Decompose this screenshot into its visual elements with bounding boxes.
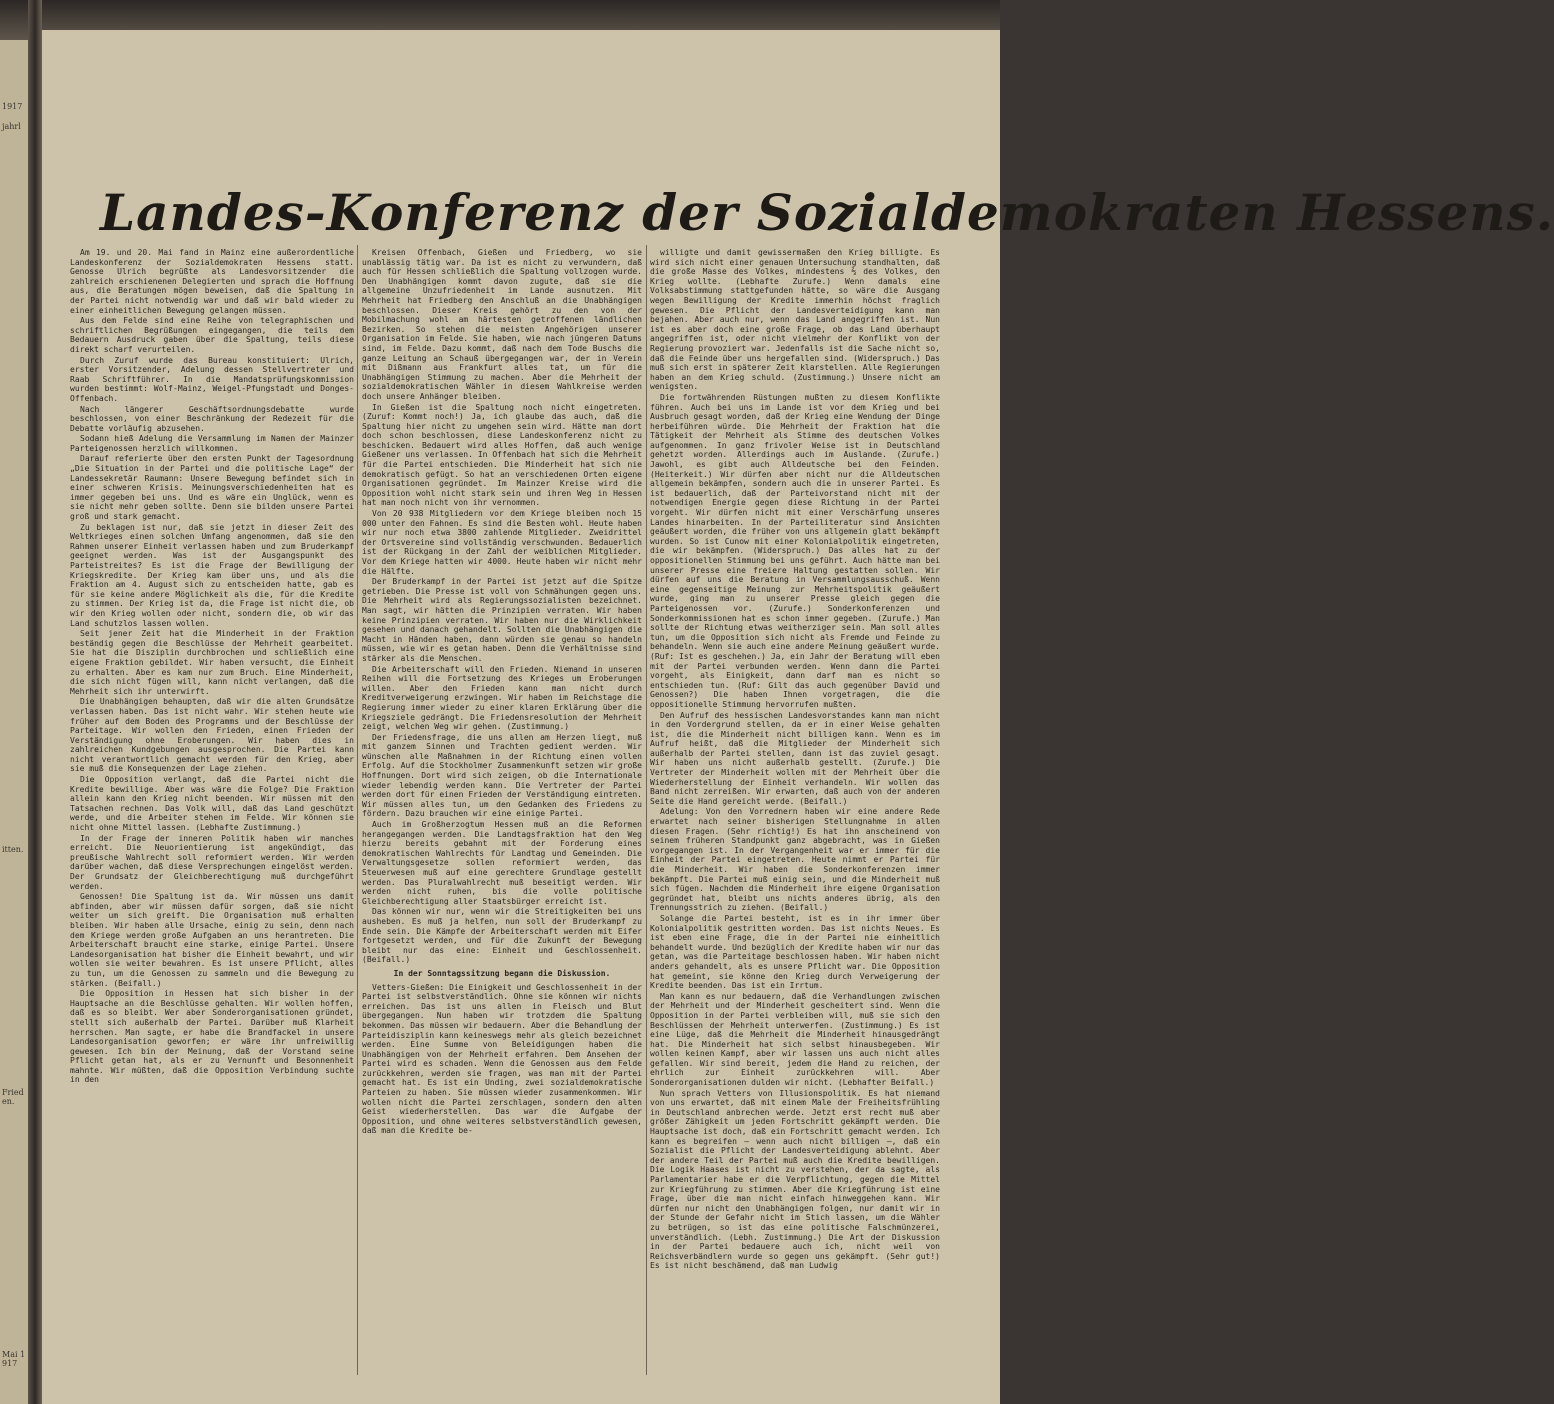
article-paragraph: In der Sonntagssitzung begann die Diskussion. <box>393 968 611 978</box>
article-paragraph: Die Unabhängigen behaupten, daß wir die alten Grundsätze verlassen haben. Das ist nicht wahr. Wir stehen heute wie früher auf dem Boden des Programms und der Beschlüsse der Parteitage. Wir wollen den Frieden, einen Frieden der Verständigung ohne Eroberungen. Wir haben dies in zahlreichen Kundgebungen ausgesprochen. Die Partei kann nicht verantwortlich gemacht werden für den Krieg, aber sie muß die Konsequenzen der Lage ziehen. <box>70 697 354 774</box>
article-column-1 <box>70 248 354 1373</box>
article-paragraph: Sodann hieß Adelung die Versammlung im Namen der Mainzer Parteigenossen herzlich willkommen. <box>70 434 354 453</box>
column-rule <box>357 245 358 1375</box>
article-paragraph: Aus dem Felde sind eine Reihe von telegraphischen und schriftlichen Begrüßungen eingegangen, die teils dem Bedauern Ausdruck gaben über die Spaltung, teils diese direkt scharf verurteilen. <box>70 316 354 354</box>
book-binding <box>28 0 42 1404</box>
article-paragraph: In Gießen ist die Spaltung noch nicht eingetreten. (Zuruf: Kommt noch!) Ja, ich glaube das auch, daß die Spaltung hier nicht zu umgehen sein wird. Hätte man dort doch schon beschlossen, diese Landeskonferenz nicht zu beschicken. Bedauert wird alles Hoffen, daß auch wenige Gießener uns verlassen. In Offenbach hat sich die Mehrheit für die Partei entschieden. Die Minderheit hat sich nie demokratisch gefügt. So hat an verschiedenen Orten eigene Organisationen gegründet. Im Mainzer Kreise wird die Opposition wohl nicht stark sein und ihren Weg in Hessen hat man noch nicht von ihr vernommen. <box>362 402 642 508</box>
article-paragraph: Solange die Partei besteht, ist es in ihr immer über Kolonialpolitik gestritten worden. Das ist nichts Neues. Es ist eben eine Frage, die in der Partei nie einheitlich behandelt wurde. Und bezüglich der Kredite haben wir nur das getan, was die Parteitage beschlossen haben. Wir haben nicht anders gehandelt, als es unsere Pflicht war. Die Opposition hat gemeint, sie könne den Krieg durch Verweigerung der Kredite beenden. Das ist ein Irrtum. <box>650 913 940 991</box>
article-paragraph: Auch im Großherzogtum Hessen muß an die Reformen herangegangen werden. Die Landtagsfraktion hat den Weg hierzu bereits gebahnt mit der Forderung eines demokratischen Wahlrechts für Landtag und Gemeinden. Die Verwaltungsgesetze sollen reformiert werden, das Steuerwesen muß auf eine gerechtere Grundlage gestellt werden. Das Pluralwahlrecht muß beseitigt werden. Wir werden nicht ruhen, bis die volle politische Gleichberechtigung aller Staatsbürger erreicht ist. <box>362 820 642 906</box>
article-paragraph: Seit jener Zeit hat die Minderheit in der Fraktion beständig gegen die Beschlüsse der Mehrheit gearbeitet. Sie hat die Disziplin durchbrochen und schließlich eine eigene Fraktion gebildet. Wir haben versucht, die Einheit zu erhalten. Aber es kam nur zum Bruch. Eine Minderheit, die sich nicht fügen will, kann nicht verlangen, daß die Mehrheit sich ihr unterwirft. <box>70 629 354 696</box>
article-paragraph: Den Aufruf des hessischen Landesvorstandes kann man nicht in den Vordergrund stellen, da er in einer Weise gehalten ist, die die Minderheit nicht billigen kann. Wenn es im Aufruf heißt, daß die Mitglieder der Minderheit sich außerhalb der Partei stellen, dann ist das zuviel gesagt. Wir haben uns nicht außerhalb gestellt. (Zurufe.) Die Vertreter der Minderheit wollen mit der Mehrheit über die Wiederherstellung der Einheit verhandeln. Wir wollen das Band nicht zerreißen. Wir erwarten, daß auch von der anderen Seite die Hand gereicht werde. (Beifall.) <box>650 710 940 806</box>
article-paragraph: Vetters-Gießen: Die Einigkeit und Geschlossenheit in der Partei ist selbstverständlich. Ohne sie können wir nichts erreichen. Das ist uns allen in Fleisch und Blut übergegangen. Nun haben wir trotzdem die Spaltung bekommen. Das müssen wir bedauern. Aber die Behandlung der Parteidisziplin kann keineswegs mehr als gleich bezeichnet werden. Eine Summe von Beleidigungen haben die Unabhängigen von der Mehrheit erfahren. Dem Ansehen der Partei wird es schaden. Wenn die Genossen aus dem Felde zurückkehren, werden sie fragen, was man mit der Partei gemacht hat. Es ist ein Unding, zwei sozialdemokratische Parteien zu haben. Sie müssen wieder zusammenkommen. Wir wollen nicht die Partei zerschlagen, sondern den alten Geist wiederherstellen. Das war die Aufgabe der Opposition, und ohne weiteres selbstverständlich gewesen, daß man die Kredite be- <box>362 982 642 1136</box>
article-paragraph: Das können wir nur, wenn wir die Streitigkeiten bei uns ausheben. Es muß ja helfen, nun soll der Bruderkampf zu Ende sein. Die Kämpfe der Arbeiterschaft werden mit Eifer fortgesetzt werden, und für die Zukunft der Bewegung bleibt nur das eine: Einheit und Geschlossenheit. (Beifall.) <box>362 907 642 965</box>
left-page-fragment: Mai 1917 <box>2 1350 26 1368</box>
article-paragraph: willigte und damit gewissermaßen den Krieg billigte. Es wird sich nicht einer genauen Untersuchung standhalten, daß die große Masse des Volkes, mindestens ⅔ des Volkes, den Krieg wollte. (Lebhafte Zurufe.) Wenn damals eine Volksabstimmung stattgefunden hätte, so wäre die Ausgang wegen Bewilligung der Kredite immerhin höchst fraglich gewesen. Die Pflicht der Landesverteidigung kann man bejahen. Aber auch nur, wenn das Land angegriffen ist. Nun ist es aber doch eine große Frage, ob das Land überhaupt angegriffen ist, oder nicht vielmehr der Konflikt von der Regierung provoziert war. Jedenfalls ist die Sache nicht so, daß die Feinde über uns hergefallen sind. (Widerspruch.) Das muß sich erst in späterer Zeit klarstellen. Alle Regierungen haben an dem Krieg schuld. (Zustimmung.) Unsere nicht am wenigsten. <box>650 248 940 392</box>
article-paragraph: Adelung: Von den Vorrednern haben wir eine andere Rede erwartet nach seiner bisherigen Stellungnahme in allen diesen Fragen. (Sehr richtig!) Es hat ihn anscheinend von seinem früheren Standpunkt ganz abgebracht, was in Gießen vorgegangen ist. In der Vergangenheit war er immer für die Einheit der Partei eingetreten. Heute nimmt er Partei für die Minderheit. Wir haben die Sonderkonferenzen immer bekämpft. Die Partei muß einig sein, und die Minderheit muß sich fügen. Nachdem die Minderheit ihre eigene Organisation gegründet hat, bleibt uns nichts anderes übrig, als den Trennungsstrich zu ziehen. (Beifall.) <box>650 807 940 913</box>
headline: Landes-Konferenz der Sozialdemokraten Hessens. <box>100 182 1554 242</box>
article-paragraph: Nach längerer Geschäftsordnungsdebatte wurde beschlossen, von einer Beschränkung der Redezeit für die Debatte vorläufig abzusehen. <box>70 404 354 433</box>
article-paragraph: Der Bruderkampf in der Partei ist jetzt auf die Spitze getrieben. Die Presse ist voll von Schmähungen gegen uns. Die Mehrheit wird als Regierungssozialisten bezeichnet. Man sagt, wir hätten die Prinzipien verraten. Wir haben keine Prinzipien verraten. Wir haben nur die Wirklichkeit gesehen und danach gehandelt. Sollten die Unabhängigen die Macht in Händen haben, dann würden sie genau so handeln müssen, wie wir es getan haben. Denn die Verhältnisse sind stärker als die Menschen. <box>362 577 642 663</box>
article-paragraph: Man kann es nur bedauern, daß die Verhandlungen zwischen der Mehrheit und der Minderheit gescheitert sind. Wenn die Opposition in der Partei verbleiben will, muß sie sich den Beschlüssen der Mehrheit unterwerfen. (Zustimmung.) Es ist eine Lüge, daß die Mehrheit die Minderheit hinausgedrängt hat. Die Minderheit hat sich selbst hinausbegeben. Wir wollen keinen Kampf, aber wir lassen uns auch nicht alles gefallen. Wir sind bereit, jedem die Hand zu reichen, der ehrlich zur Einheit zurückkehren will. Aber Sonderorganisationen dulden wir nicht. (Lebhafter Beifall.) <box>650 991 940 1088</box>
article-paragraph: In der Frage der inneren Politik haben wir manches erreicht. Die Neuorientierung ist angekündigt, das preußische Wahlrecht soll reformiert werden. Wir werden darüber wachen, daß diese Versprechungen eingelöst werden. Der Grundsatz der Gleichberechtigung muß durchgeführt werden. <box>70 833 354 891</box>
article-paragraph: Die fortwährenden Rüstungen mußten zu diesem Konflikte führen. Auch bei uns im Lande ist vor dem Krieg und bei Ausbruch gesagt worden, daß der Krieg eine Wendung der Dinge herbeiführen würde. Die Mehrheit der Fraktion hat die Tätigkeit der Mehrheit als Stimme des deutschen Volkes aufgenommen. In ganz frivoler Weise ist in Deutschland gehetzt worden. Allerdings auch im Auslande. (Zurufe.) Jawohl, es gibt auch Alldeutsche bei den Feinden. (Heiterkeit.) Wir dürfen aber nicht nur die Alldeutschen allgemein bekämpfen, sondern auch die in unserer Partei. Es ist bedauerlich, daß der Parteivorstand nicht mit der notwendigen Energie gegen diese Richtung in der Partei vorgeht. Wir dürfen nicht mit einer Verschärfung unseres Landes hinarbeiten. In der Parteiliteratur sind Ansichten geäußert worden, die früher von uns allgemein glatt bekämpft wurden. So ist Cunow mit einer Kolonialpolitik eingetreten, die wir bekämpfen. (Widerspruch.) Das alles hat zu der oppositionellen Stimmung bei uns geführt. Auch hätte man bei unserer Presse eine freiere Haltung gestatten sollen. Wir dürfen auf uns die Beratung in Versammlungsausschuß. Wenn eine gegenseitige Meinung zur Mehrheitspolitik geäußert wurde, ging man zu unserer Presse gleich gegen die Parteigenossen vor. (Zurufe.) Sonderkonferenzen und Sonderkommissionen hat es schon immer gegeben. (Zurufe.) Man sollte der Richtung etwas weitherziger sein. Man soll alles tun, um die Opposition sich nicht als Fremde und Feinde zu behandeln. Wenn sie auch eine andere Meinung geäußert wurde. (Ruf: Ist es geschehen.) Ja, ein Jahr der Beratung will eben mit der Partei verbunden werden. Wenn dann die Partei vorgeht, als Einigkeit, dann darf man es nicht so entschieden tun. (Ruf: Gilt das auch gegenüber David und Genossen?) Die haben Ihnen vorgetragen, die die oppositionelle Stimmung hervorrufen mußten. <box>650 392 940 709</box>
article-paragraph: Die Opposition verlangt, daß die Partei nicht die Kredite bewillige. Aber was wäre die Folge? Die Fraktion allein kann den Krieg nicht beenden. Wir müssen mit den Tatsachen rechnen. Das Volk will, daß das Land geschützt werde, und die Arbeiter stehen im Felde. Wir können sie nicht ohne Mittel lassen. (Lebhafte Zustimmung.) <box>70 775 354 833</box>
article-column-2 <box>362 248 642 1373</box>
left-page-strip <box>0 40 29 1404</box>
article-paragraph: Genossen! Die Spaltung ist da. Wir müssen uns damit abfinden, aber wir müssen dafür sorgen, daß sie nicht weiter um sich greift. Die Organisation muß erhalten bleiben. Wir haben alle Ursache, einig zu sein, denn nach dem Kriege werden große Aufgaben an uns herantreten. Die Arbeiterschaft braucht eine starke, einige Partei. Unsere Landesorganisation hat bisher die Einheit bewahrt, und wir wollen sie weiter bewahren. Es ist unsere Pflicht, alles zu tun, um die Genossen zu sammeln und die Bewegung zu stärken. (Beifall.) <box>70 892 354 988</box>
column-rule <box>646 245 647 1375</box>
article-paragraph: Nun sprach Vetters von Illusionspolitik. Es hat niemand von uns erwartet, daß mit einem Male der Freiheitsfrühling in Deutschland anbrechen werde. Jetzt erst recht muß aber größer Zähigkeit um jeden Fortschritt gekämpft werden. Die Hauptsache ist doch, daß ein Fortschritt gemacht werden. Ich kann es begreifen — wenn auch nicht billigen —, daß ein Sozialist die Pflicht der Landesverteidigung ablehnt. Aber der andere Teil der Partei muß auch die Kredite bewilligen. Die Logik Haases ist nicht zu verstehen, der da sagte, als Parlamentarier habe er die Verpflichtung, gegen die Mittel zur Kriegführung zu stimmen. Aber die Kriegführung ist eine Frage, über die man nicht einfach hinweggehen kann. Wir dürfen nur nicht den Unabhängigen folgen, nur damit wir in der Stunde der Gefahr nicht im Stich lassen, um die Wähler zu betrügen, so ist das eine politische Falschmünzerei, unverständlich. (Lebh. Zustimmung.) Die Art der Diskussion in der Partei bedauere auch ich, nicht weil von Reichsverbändlern wurde so gegen uns gekämpft. (Sehr gut!) Es ist nicht beschämend, daß man Ludwig <box>650 1088 940 1271</box>
article-paragraph: Darauf referierte über den ersten Punkt der Tagesordnung „Die Situation in der Partei und die politische Lage“ der Landessekretär Raumann: Unsere Bewegung befindet sich in einer schweren Krisis. Meinungsverschiedenheiten hat es immer gegeben bei uns. Und es wäre ein Unglück, wenn es sie nicht mehr geben sollte. Denn sie bilden unsere Partei groß und stark gemacht. <box>70 454 354 522</box>
article-paragraph: Zu beklagen ist nur, daß sie jetzt in dieser Zeit des Weltkrieges einen solchen Umfang angenommen, daß sie den Rahmen unserer Einheit verlassen haben und zum Bruderkampf geeignet werden. Was ist der Ausgangspunkt des Parteistreites? Es ist die Frage der Bewilligung der Kriegskredite. Der Krieg kam über uns, und als die Fraktion am 4. August sich zu entscheiden hatte, gab es für sie keine andere Möglichkeit als die, für die Kredite zu stimmen. Der Krieg ist da, die Frage ist nicht die, ob wir den Krieg wollen oder nicht, sondern die, ob wir das Land schutzlos lassen wollen. <box>70 522 354 628</box>
left-page-fragment: Frieden. <box>2 1088 24 1106</box>
article-paragraph: Am 19. und 20. Mai fand in Mainz eine außerordentliche Landeskonferenz der Sozialdemokraten Hessens statt. Genosse Ulrich begrüßte als Landesvorsitzender die zahlreich erschienenen Delegierten und sprach die Hoffnung aus, die Beratungen mögen beweisen, daß die Spaltung in der Partei nicht notwendig war und daß wir bald wieder zu einer einheitlichen Bewegung gelangen müssen. <box>70 248 354 315</box>
article-column-3 <box>650 248 940 1373</box>
article-paragraph: Der Friedensfrage, die uns allen am Herzen liegt, muß mit ganzem Sinnen und Trachten gedient werden. Wir wünschen alle Maßnahmen in der Richtung einen vollen Erfolg. Auf die Stockholmer Zusammenkunft setzen wir große Hoffnungen. Dort wird sich zeigen, ob die Internationale wieder lebendig werden kann. Die Vertreter der Partei werden dort für einen Frieden der Verständigung eintreten. Wir müssen alles tun, um den Gedanken des Friedens zu fördern. Dazu brauchen wir eine einige Partei. <box>362 732 642 819</box>
article-paragraph: Durch Zuruf wurde das Bureau konstituiert: Ulrich, erster Vorsitzender, Adelung dessen Stellvertreter und Raab Schriftführer. In die Mandatsprüfungskommission wurden bestimmt: Wolf-Mainz, Weigel-Pfungstadt und Donges-Offenbach. <box>70 355 354 403</box>
article-paragraph: Die Arbeiterschaft will den Frieden. Niemand in unseren Reihen will die Fortsetzung des Krieges um Eroberungen willen. Aber den Frieden kann man nicht durch Kreditverweigerung erzwingen. Wir haben im Reichstage die Regierung immer wieder zu einer klaren Erklärung über die Kriegsziele gedrängt. Die Friedensresolution der Mehrheit zeigt, welchen Weg wir gehen. (Zustimmung.) <box>362 664 642 732</box>
article-paragraph: Kreisen Offenbach, Gießen und Friedberg, wo sie unablässig tätig war. Da ist es nicht zu verwundern, daß auch für Hessen schließlich die Spaltung vollzogen wurde. Den Unabhängigen kommt davon zugute, daß sie die allgemeine Unzufriedenheit im Lande ausnutzen. Mit Mehrheit hat Friedberg den Anschluß an die Unabhängigen beschlossen. Dieser Kreis gehört zu den von der Mobilmachung wohl am härtesten getroffenen ländlichen Bezirken. So stehen die meisten Angehörigen unserer Organisation im Felde. Sie haben, wie nach jüngeren Datums sind, im Felde. Dazu kommt, daß nach dem Tode Buschs die ganze Leitung an Schauß übergegangen war, der in Verein mit Dißmann aus Frankfurt alles tat, um für die Unabhängigen Stimmung zu machen. Aber die Mehrheit der sozialdemokratischen Wähler in diesem Wahlkreise werden doch unsere Anhänger bleiben. <box>362 248 642 401</box>
left-page-fragment: jahrl <box>2 122 21 131</box>
left-page-year: 1917 <box>2 102 23 111</box>
left-page-fragment: itten. <box>2 845 24 854</box>
article-paragraph: Die Opposition in Hessen hat sich bisher in der Hauptsache an die Beschlüsse gehalten. Wir wollen hoffen, daß es so bleibt. Wer aber Sonderorganisationen gründet, stellt sich außerhalb der Partei. Darüber muß Klarheit herrschen. Man sagte, er habe die Brandfackel in unsere Landesorganisation geworfen; er wäre ihr unfreiwillig gewesen. Ich bin der Meinung, daß der Vorstand seine Pflicht getan hat, als er zu Vernunft und Besonnenheit mahnte. Wir müßten, daß die Opposition Verbindung suchte in den <box>70 989 354 1085</box>
article-paragraph: Von 20 938 Mitgliedern vor dem Kriege bleiben noch 15 000 unter den Fahnen. Es sind die Besten wohl. Heute haben wir nur noch etwa 3800 zahlende Mitglieder. Zweidrittel der Ortsvereine sind vollständig verschwunden. Bedauerlich ist der Rückgang in der Zahl der weiblichen Mitglieder. Vor dem Kriege hatten wir 4000. Heute haben wir nicht mehr die Hälfte. <box>362 509 642 576</box>
